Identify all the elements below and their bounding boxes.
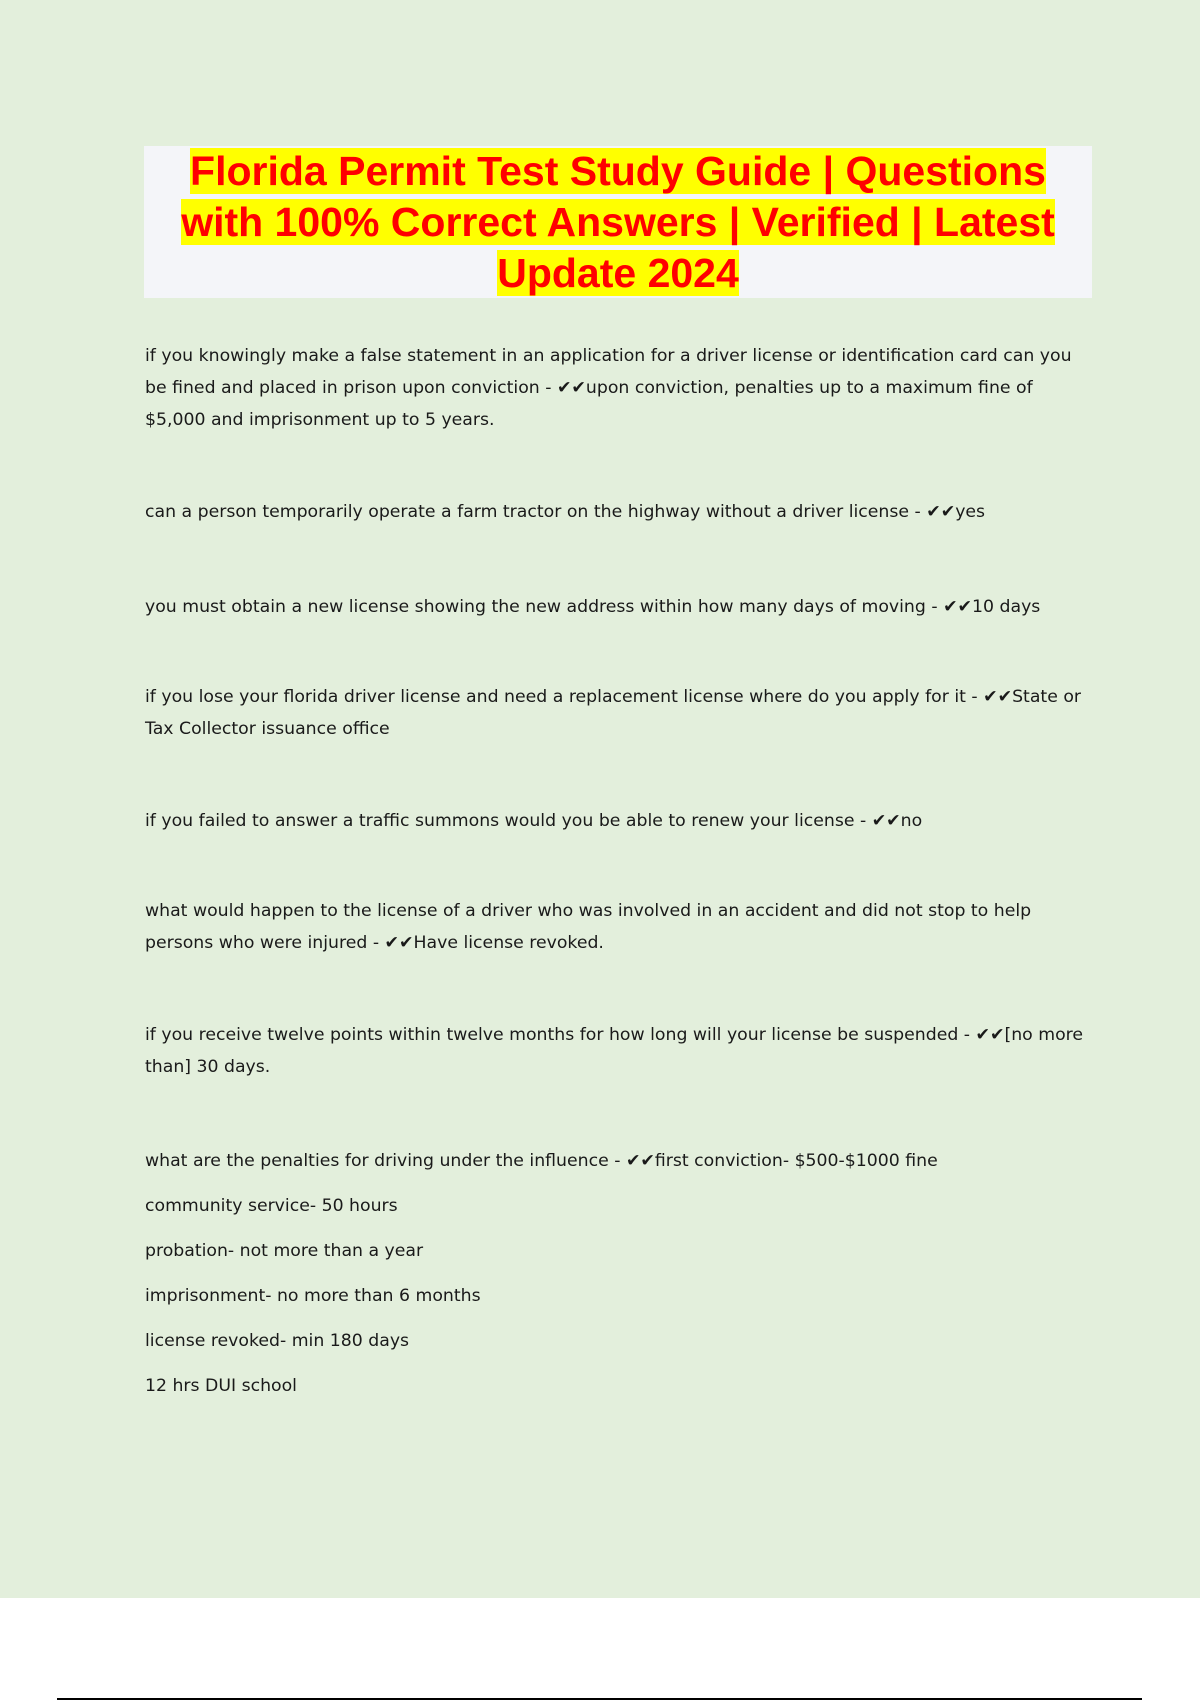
qa-item-8-line-5: 12 hrs DUI school xyxy=(145,1376,297,1396)
qa-item-8-question: what are the penalties for driving under the influence - ✔✔first conviction- $500-$1000 fine xyxy=(145,1151,938,1171)
qa-item-8-line-4: license revoked- min 180 days xyxy=(145,1331,410,1351)
qa-item-8-line-1: community service- 50 hours xyxy=(145,1196,398,1216)
qa-item-1: if you knowingly make a false statement in an application for a driver license or identification card can you be fined and placed in prison upon conviction - ✔✔upon conviction, penalties up to a maximum fine of $5,000 and imprisonment up to 5 years. xyxy=(145,346,1072,430)
qa-item-5: if you failed to answer a traffic summons would you be able to renew your license - ✔✔no xyxy=(145,811,923,831)
qa-item-8-line-3: imprisonment- no more than 6 months xyxy=(145,1286,481,1306)
qa-item-2: can a person temporarily operate a farm tractor on the highway without a driver license - ✔✔yes xyxy=(145,502,986,522)
qa-item-7: if you receive twelve points within twelve months for how long will your license be suspended - ✔✔[no more than] 30 days. xyxy=(145,1025,1084,1077)
qa-item-3: you must obtain a new license showing the new address within how many days of moving - ✔✔10 days xyxy=(145,597,1041,617)
qa-item-6: what would happen to the license of a driver who was involved in an accident and did not stop to help persons who were injured - ✔✔Have license revoked. xyxy=(145,901,1032,953)
document-title: Florida Permit Test Study Guide | Questions with 100% Correct Answers | Verified | Latest Update 2024 xyxy=(181,148,1055,296)
qa-list xyxy=(145,340,1090,1402)
title-box xyxy=(144,146,1092,298)
qa-item-8-line-2: probation- not more than a year xyxy=(145,1241,424,1261)
qa-item-8 xyxy=(145,1145,1090,1402)
qa-item-4: if you lose your florida driver license and need a replacement license where do you apply for it - ✔✔State or Tax Collector issuance office xyxy=(145,687,1081,739)
